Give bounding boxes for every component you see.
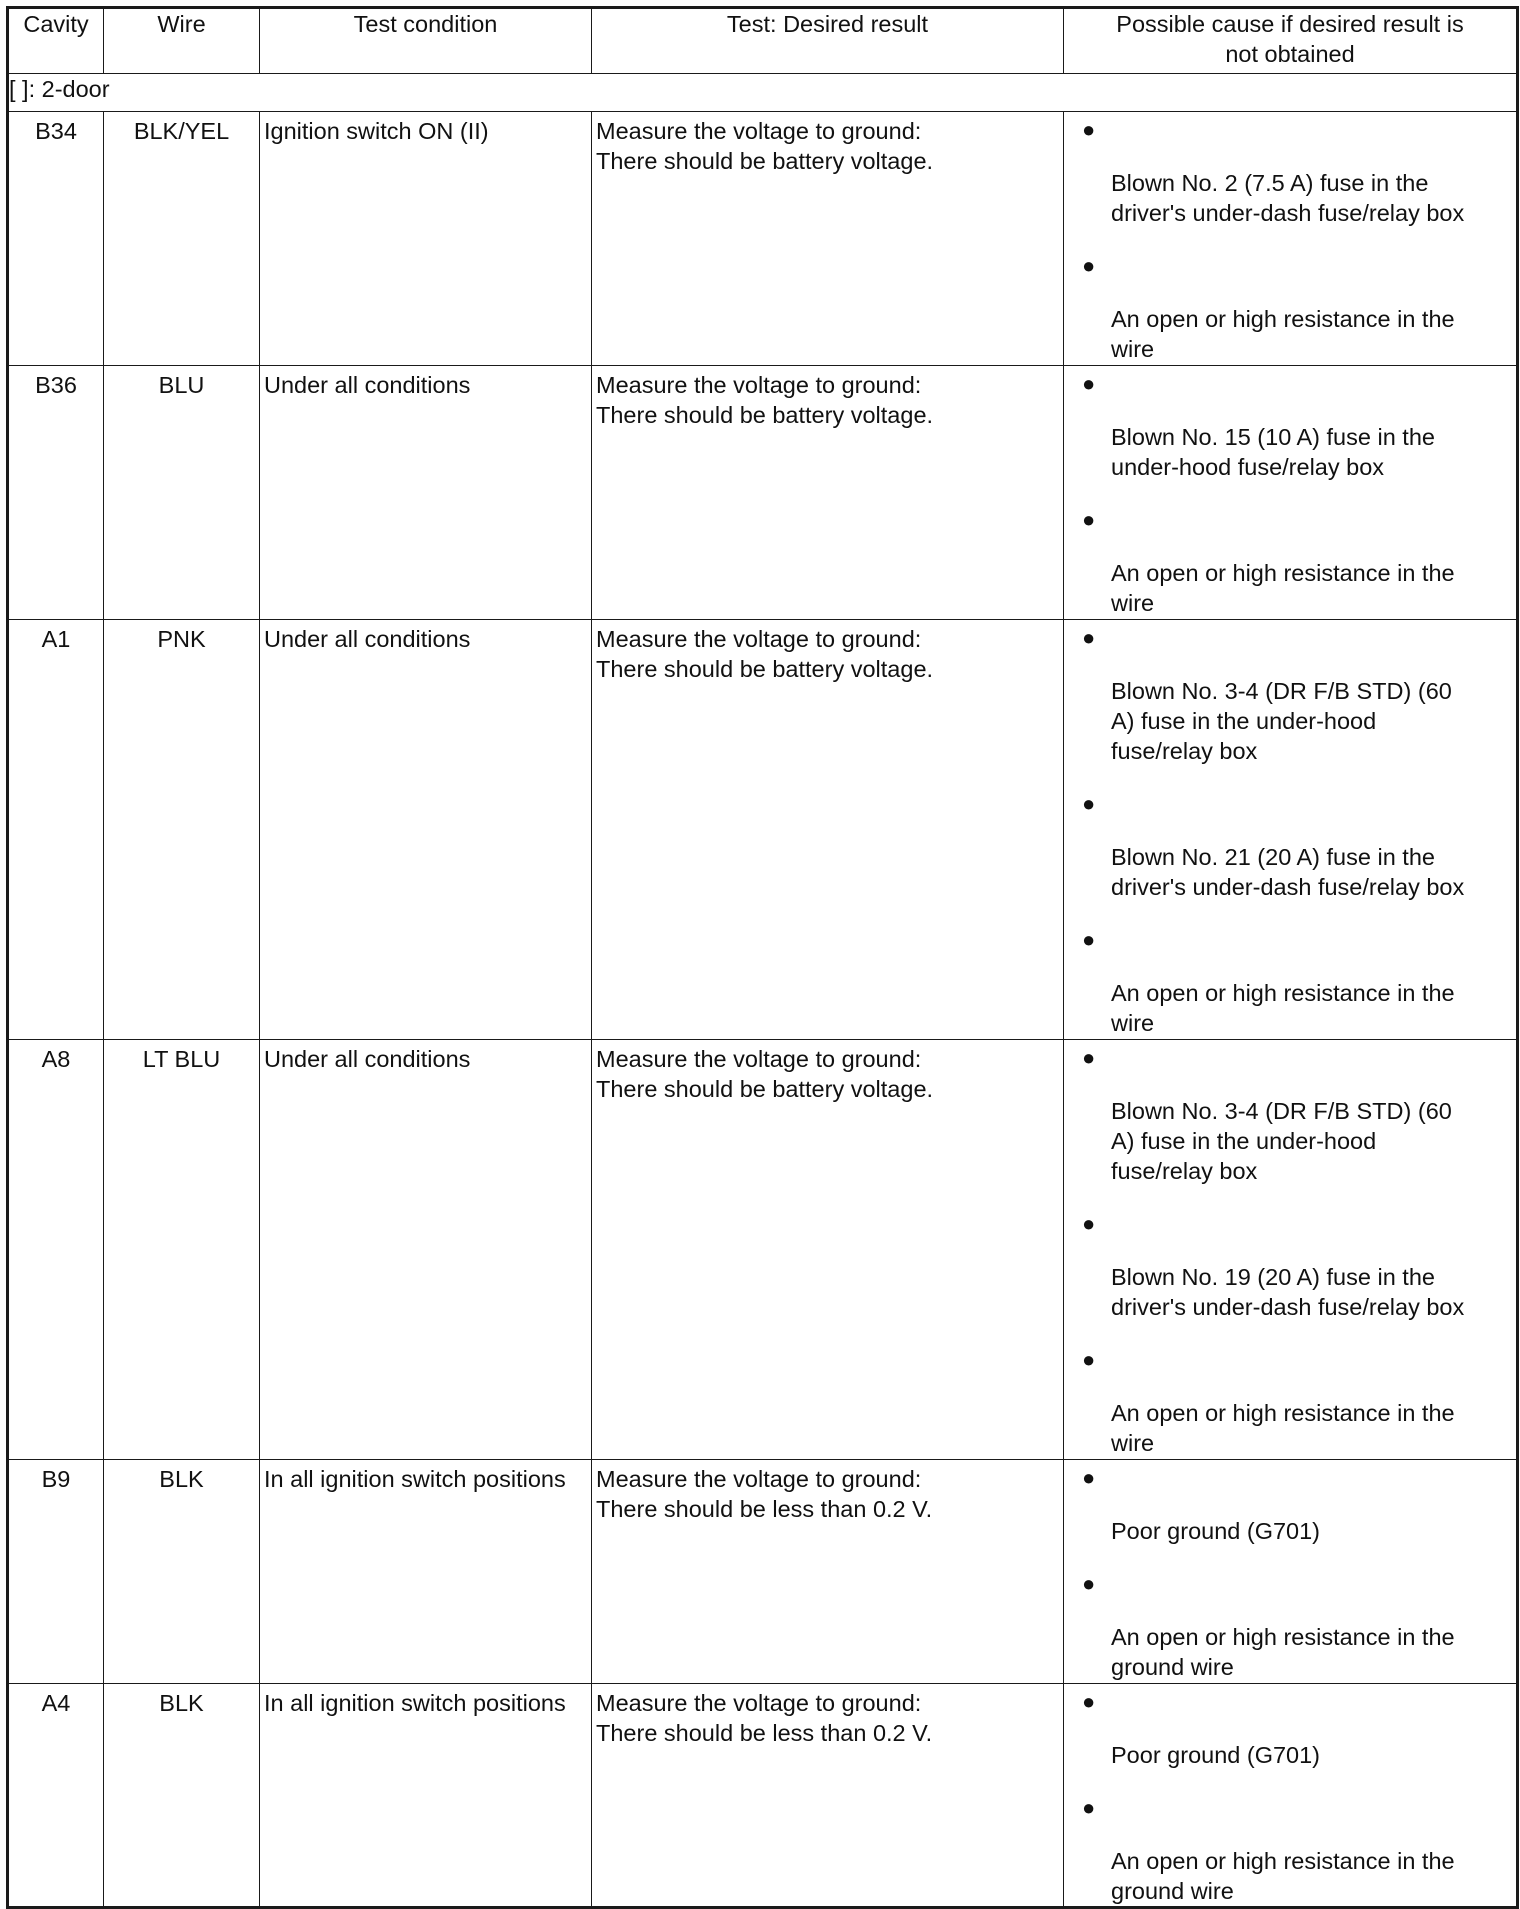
table-row (8, 1460, 1518, 1684)
possible-cause-cell (1064, 112, 1518, 366)
header-wire: Wire (104, 8, 260, 74)
cause-text (1111, 1096, 1512, 1206)
desired-result-line: There should be less than 0.2 V. (596, 1720, 933, 1746)
bullet-icon: ● (1082, 1211, 1096, 1236)
cause-text (1111, 1262, 1512, 1342)
possible-cause-cell (1064, 1460, 1518, 1684)
desired-result-line: Measure the voltage to ground: (596, 1046, 922, 1072)
bullet-icon: ● (1082, 625, 1096, 650)
cause-text (1111, 1622, 1512, 1682)
cause-text-line: driver's under-dash fuse/relay box (1111, 1294, 1465, 1320)
desired-result-line: Measure the voltage to ground: (596, 626, 922, 652)
bullet-icon: ● (1082, 1465, 1096, 1490)
cause-text (1111, 304, 1512, 364)
header-test-condition: Test condition (260, 8, 592, 74)
cause-list-item (1082, 116, 1512, 248)
cause-text-line: wire (1111, 336, 1155, 362)
cause-text-line: An open or high resistance in the (1111, 306, 1455, 332)
door-note: [ ]: 2-door (8, 74, 1518, 112)
cause-text-line: Blown No. 21 (20 A) fuse in the (1111, 844, 1435, 870)
cause-list-item (1082, 624, 1512, 786)
cause-text-line: Blown No. 2 (7.5 A) fuse in the (1111, 170, 1429, 196)
cause-text-line: Blown No. 3-4 (DR F/B STD) (60 (1111, 678, 1452, 704)
cause-text-line: An open or high resistance in the (1111, 1400, 1455, 1426)
header-cavity: Cavity (8, 8, 104, 74)
desired-result-cell (592, 1040, 1064, 1460)
note-row (8, 74, 1518, 112)
table-row (8, 1040, 1518, 1460)
test-condition-cell: Under all conditions (260, 366, 592, 620)
cause-list-item (1082, 1688, 1512, 1790)
bullet-icon: ● (1082, 117, 1096, 142)
cause-text-line: A) fuse in the under-hood (1111, 708, 1377, 734)
cause-text-line: wire (1111, 1430, 1155, 1456)
cause-text-line: Blown No. 19 (20 A) fuse in the (1111, 1264, 1435, 1290)
cavity-cell: A4 (8, 1684, 104, 1908)
bullet-icon: ● (1082, 1045, 1096, 1070)
cause-text (1111, 168, 1512, 248)
header-desired-result: Test: Desired result (592, 8, 1064, 74)
cause-text-line: wire (1111, 590, 1155, 616)
table-row (8, 1684, 1518, 1908)
cause-text-line: ground wire (1111, 1654, 1234, 1680)
cause-text (1111, 978, 1512, 1038)
bullet-icon: ● (1082, 1347, 1096, 1372)
cause-list-item (1082, 1570, 1512, 1682)
desired-result-line: Measure the voltage to ground: (596, 1690, 922, 1716)
cavity-cell: B9 (8, 1460, 104, 1684)
wire-cell: PNK (104, 620, 260, 1040)
cause-text-line: driver's under-dash fuse/relay box (1111, 874, 1465, 900)
bullet-icon: ● (1082, 253, 1096, 278)
bullet-icon: ● (1082, 507, 1096, 532)
cause-text-line: Blown No. 15 (10 A) fuse in the (1111, 424, 1435, 450)
cavity-cell: B34 (8, 112, 104, 366)
cause-list-item (1082, 1794, 1512, 1906)
cause-list-item (1082, 1044, 1512, 1206)
desired-result-cell (592, 112, 1064, 366)
test-condition-cell: In all ignition switch positions (260, 1460, 592, 1684)
desired-result-line: There should be less than 0.2 V. (596, 1496, 933, 1522)
cause-text-line: An open or high resistance in the (1111, 1848, 1455, 1874)
cause-list-item (1082, 370, 1512, 502)
cause-list-item (1082, 926, 1512, 1038)
possible-cause-cell (1064, 620, 1518, 1040)
possible-cause-cell (1064, 1040, 1518, 1460)
desired-result-line: There should be battery voltage. (596, 402, 934, 428)
table-row (8, 620, 1518, 1040)
cause-text (1111, 558, 1512, 618)
cause-text-line: ground wire (1111, 1878, 1234, 1904)
test-condition-cell: Under all conditions (260, 620, 592, 1040)
bullet-icon: ● (1082, 791, 1096, 816)
test-condition-cell: Ignition switch ON (II) (260, 112, 592, 366)
cause-text-line: Poor ground (G701) (1111, 1518, 1321, 1544)
wire-cell: BLK (104, 1684, 260, 1908)
header-row (8, 8, 1518, 74)
cause-text (1111, 1740, 1512, 1790)
desired-result-line: Measure the voltage to ground: (596, 118, 922, 144)
bullet-icon: ● (1082, 1795, 1096, 1820)
cause-list-item (1082, 252, 1512, 364)
cause-text-line: driver's under-dash fuse/relay box (1111, 200, 1465, 226)
header-possible-cause (1064, 8, 1518, 74)
cause-list-item (1082, 1346, 1512, 1458)
cause-list-item (1082, 1464, 1512, 1566)
cause-text (1111, 422, 1512, 502)
possible-cause-cell (1064, 1684, 1518, 1908)
desired-result-line: Measure the voltage to ground: (596, 1466, 922, 1492)
table-row (8, 112, 1518, 366)
test-condition-cell: Under all conditions (260, 1040, 592, 1460)
desired-result-cell (592, 1460, 1064, 1684)
wire-cell: LT BLU (104, 1040, 260, 1460)
test-condition-cell: In all ignition switch positions (260, 1684, 592, 1908)
desired-result-cell (592, 620, 1064, 1040)
cause-text (1111, 1846, 1512, 1906)
cause-text-line: fuse/relay box (1111, 1158, 1258, 1184)
header-possible-cause-line2: not obtained (1225, 41, 1355, 67)
wire-cell: BLK (104, 1460, 260, 1684)
desired-result-line: There should be battery voltage. (596, 148, 934, 174)
cause-text-line: Blown No. 3-4 (DR F/B STD) (60 (1111, 1098, 1452, 1124)
cause-text (1111, 842, 1512, 922)
cause-list-item (1082, 1210, 1512, 1342)
cause-text-line: Poor ground (G701) (1111, 1742, 1321, 1768)
desired-result-cell (592, 366, 1064, 620)
cause-list-item (1082, 506, 1512, 618)
cause-text-line: under-hood fuse/relay box (1111, 454, 1385, 480)
cause-text-line: wire (1111, 1010, 1155, 1036)
table-row (8, 366, 1518, 620)
cause-text (1111, 676, 1512, 786)
wire-cell: BLK/YEL (104, 112, 260, 366)
possible-cause-cell (1064, 366, 1518, 620)
cause-text-line: An open or high resistance in the (1111, 980, 1455, 1006)
cavity-cell: A8 (8, 1040, 104, 1460)
cause-text (1111, 1516, 1512, 1566)
troubleshooting-table (6, 6, 1519, 1909)
cause-list-item (1082, 790, 1512, 922)
desired-result-line: There should be battery voltage. (596, 656, 934, 682)
bullet-icon: ● (1082, 1571, 1096, 1596)
cause-text-line: fuse/relay box (1111, 738, 1258, 764)
desired-result-line: There should be battery voltage. (596, 1076, 934, 1102)
bullet-icon: ● (1082, 1689, 1096, 1714)
cavity-cell: B36 (8, 366, 104, 620)
cause-text (1111, 1398, 1512, 1458)
bullet-icon: ● (1082, 371, 1096, 396)
wire-cell: BLU (104, 366, 260, 620)
header-possible-cause-line1: Possible cause if desired result is (1116, 11, 1464, 37)
cause-text-line: A) fuse in the under-hood (1111, 1128, 1377, 1154)
cause-text-line: An open or high resistance in the (1111, 1624, 1455, 1650)
desired-result-line: Measure the voltage to ground: (596, 372, 922, 398)
cavity-cell: A1 (8, 620, 104, 1040)
desired-result-cell (592, 1684, 1064, 1908)
bullet-icon: ● (1082, 927, 1096, 952)
cause-text-line: An open or high resistance in the (1111, 560, 1455, 586)
